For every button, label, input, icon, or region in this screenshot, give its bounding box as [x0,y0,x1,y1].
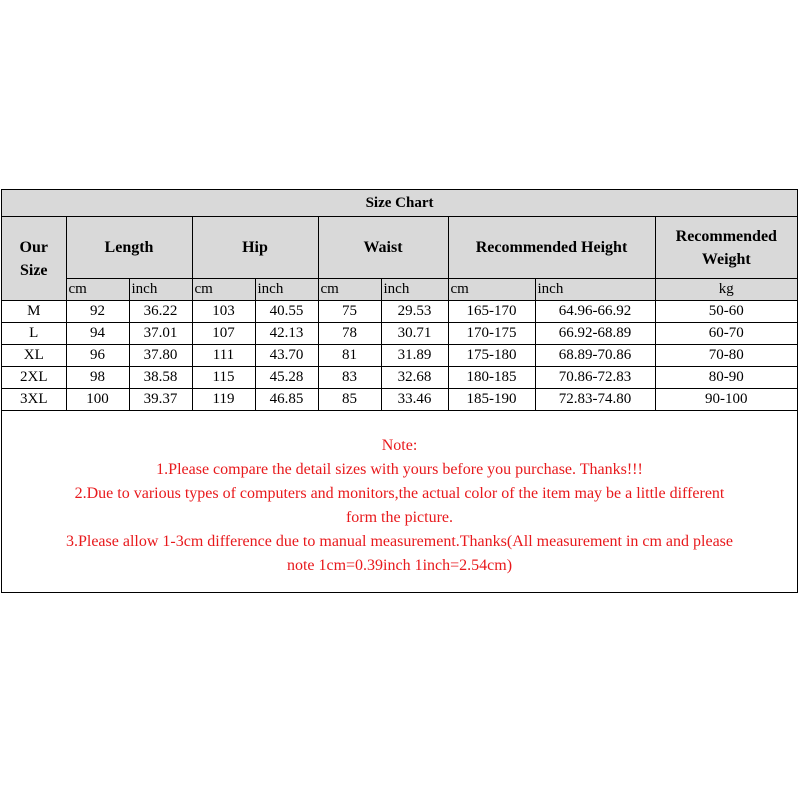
table-cell: 115 [192,367,255,389]
unit-cell: inch [129,279,192,301]
table-cell: 103 [192,301,255,323]
table-cell: 39.37 [129,389,192,411]
table-cell: 36.22 [129,301,192,323]
table-row [2,323,797,345]
table-cell: 43.70 [255,345,318,367]
table-cell: 96 [66,345,129,367]
table-cell: 68.89-70.86 [535,345,655,367]
table-cell: 94 [66,323,129,345]
table-cell: 70-80 [655,345,797,367]
table-cell: 60-70 [655,323,797,345]
size-cell: M [2,301,66,323]
table-cell: 38.58 [129,367,192,389]
table-cell: 111 [192,345,255,367]
table-cell: 85 [318,389,381,411]
header-length: Length [66,217,192,279]
table-cell: 70.86-72.83 [535,367,655,389]
table-cell: 107 [192,323,255,345]
size-cell: 3XL [2,389,66,411]
table-cell: 100 [66,389,129,411]
table-cell: 75 [318,301,381,323]
note-line: note 1cm=0.39inch 1inch=2.54cm) [286,557,513,574]
table-row [2,301,797,323]
table-cell: 81 [318,345,381,367]
table-cell: 50-60 [655,301,797,323]
unit-cell: inch [381,279,448,301]
table-cell: 31.89 [381,345,448,367]
unit-cell: inch [535,279,655,301]
notes-section [2,411,797,592]
table-cell: 83 [318,367,381,389]
table-cell: 92 [66,301,129,323]
header-waist: Waist [318,217,448,279]
note-line: 1.Please compare the detail sizes with yours before you purchase. Thanks!!! [156,461,643,478]
note-line: 2.Due to various types of computers and monitors,the actual color of the item may be a little different [74,485,725,502]
table-cell: 119 [192,389,255,411]
table-title: Size Chart [2,190,797,217]
table-cell: 37.01 [129,323,192,345]
table-cell: 46.85 [255,389,318,411]
header-our-size: Our Size [2,217,66,301]
table-cell: 175-180 [448,345,535,367]
note-line: form the picture. [345,509,454,526]
table-cell: 165-170 [448,301,535,323]
table-cell: 30.71 [381,323,448,345]
table-cell: 66.92-68.89 [535,323,655,345]
size-cell: 2XL [2,367,66,389]
table-cell: 98 [66,367,129,389]
table-cell: 170-175 [448,323,535,345]
unit-cell: inch [255,279,318,301]
table-cell: 185-190 [448,389,535,411]
table-cell: 78 [318,323,381,345]
table-cell: 45.28 [255,367,318,389]
header-recommended-weight: Recommended Weight [655,217,797,279]
table-row [2,389,797,411]
table-cell: 33.46 [381,389,448,411]
table-cell: 37.80 [129,345,192,367]
table-cell: 80-90 [655,367,797,389]
table-cell: 32.68 [381,367,448,389]
header-recommended-height: Recommended Height [448,217,655,279]
header-hip: Hip [192,217,318,279]
unit-cell: cm [66,279,129,301]
table-row [2,345,797,367]
size-cell: L [2,323,66,345]
size-chart [1,189,798,593]
size-cell: XL [2,345,66,367]
table-cell: 40.55 [255,301,318,323]
table-cell: 90-100 [655,389,797,411]
note-line: 3.Please allow 1-3cm difference due to manual measurement.Thanks(All measurement in cm and please [65,533,734,550]
unit-cell: cm [192,279,255,301]
unit-cell: kg [655,279,797,301]
table-cell: 29.53 [381,301,448,323]
unit-cell: cm [318,279,381,301]
table-cell: 42.13 [255,323,318,345]
table-cell: 72.83-74.80 [535,389,655,411]
size-chart-table [2,190,797,411]
note-heading: Note: [381,437,418,454]
table-cell: 64.96-66.92 [535,301,655,323]
table-cell: 180-185 [448,367,535,389]
unit-cell: cm [448,279,535,301]
table-row [2,367,797,389]
